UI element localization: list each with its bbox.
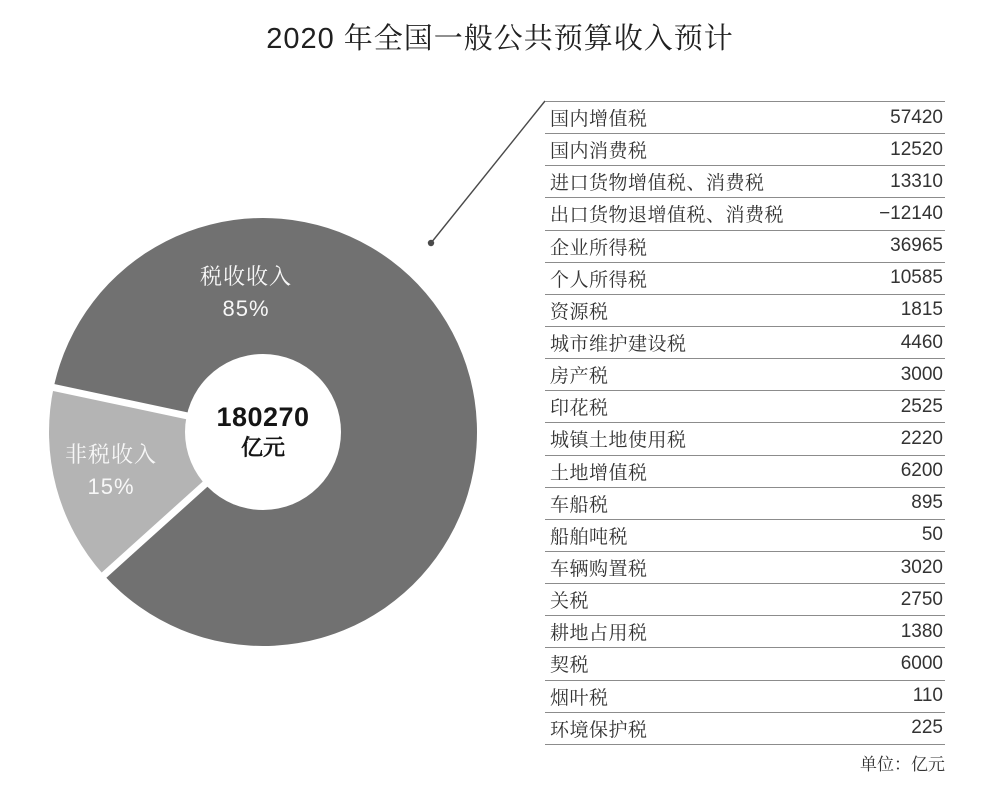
page-title: 2020 年全国一般公共预算收入预计 [266,23,734,55]
table-row [545,295,945,327]
row-value: 2525 [900,395,943,417]
row-value: 6200 [900,460,943,482]
row-label: 契税 [550,655,590,677]
row-value: 6000 [900,652,943,674]
row-label: 国内增值税 [550,109,648,131]
row-value: 225 [911,717,943,739]
table-row [545,198,945,230]
slice-label-nontax [21,439,201,503]
table-row [545,359,945,391]
row-value: 50 [921,524,943,546]
slice-label-tax [156,261,336,325]
unit-note: 单位：亿元 [860,755,945,774]
slice-name-nontax: 非税收入 [64,442,157,467]
row-label: 环境保护税 [550,719,648,741]
row-label: 企业所得税 [550,237,648,259]
row-value: 2750 [900,588,943,610]
table-row [545,616,945,648]
row-value: 1815 [900,299,943,321]
table-row [545,102,945,134]
row-value: 57420 [890,106,943,128]
table-row [545,456,945,488]
row-value: 3020 [900,556,943,578]
row-label: 资源税 [550,301,609,323]
row-label: 房产税 [550,366,609,388]
row-value: 10585 [890,267,943,289]
row-label: 船舶吨税 [550,526,629,548]
breakdown-table [545,101,945,745]
table-row [545,423,945,455]
table-row [545,166,945,198]
row-label: 进口货物增值税、消费税 [550,173,765,195]
row-label: 城镇土地使用税 [550,430,687,452]
row-label: 耕地占用税 [550,623,648,645]
table-row [545,648,945,680]
row-label: 出口货物退增值税、消费税 [550,205,785,227]
row-value: 3000 [900,363,943,385]
table-row [545,263,945,295]
row-value: −12140 [879,202,943,224]
table-row [545,391,945,423]
row-label: 关税 [550,591,590,613]
row-label: 土地增值税 [550,462,648,484]
row-value: 1380 [900,620,943,642]
table-row [545,134,945,166]
table-row [545,327,945,359]
donut-center-label [216,401,309,463]
slice-pct-nontax: 15% [87,474,135,499]
leader-dot [428,240,434,246]
row-label: 车辆购置税 [550,559,648,581]
table-row [545,488,945,520]
table-row [545,231,945,263]
leader-line [420,92,555,254]
table-row [545,713,945,745]
donut-chart [48,217,478,647]
row-label: 城市维护建设税 [550,334,687,356]
table-row [545,584,945,616]
total-unit: 亿元 [240,435,286,460]
row-value: 12520 [890,138,943,160]
table-row [545,520,945,552]
slice-pct-tax: 85% [222,296,270,321]
total-value: 180270 [216,402,310,432]
table-row [545,552,945,584]
slice-name-tax: 税收收入 [199,264,292,289]
row-value: 2220 [900,427,943,449]
row-value: 895 [911,492,943,514]
row-label: 印花税 [550,398,609,420]
row-value: 110 [912,685,943,707]
row-value: 4460 [900,331,943,353]
row-label: 国内消费税 [550,141,648,163]
row-label: 车船税 [550,494,609,516]
row-value: 13310 [890,170,943,192]
table-row [545,681,945,713]
row-value: 36965 [890,235,943,257]
row-label: 烟叶税 [550,687,609,709]
row-label: 个人所得税 [550,269,648,291]
